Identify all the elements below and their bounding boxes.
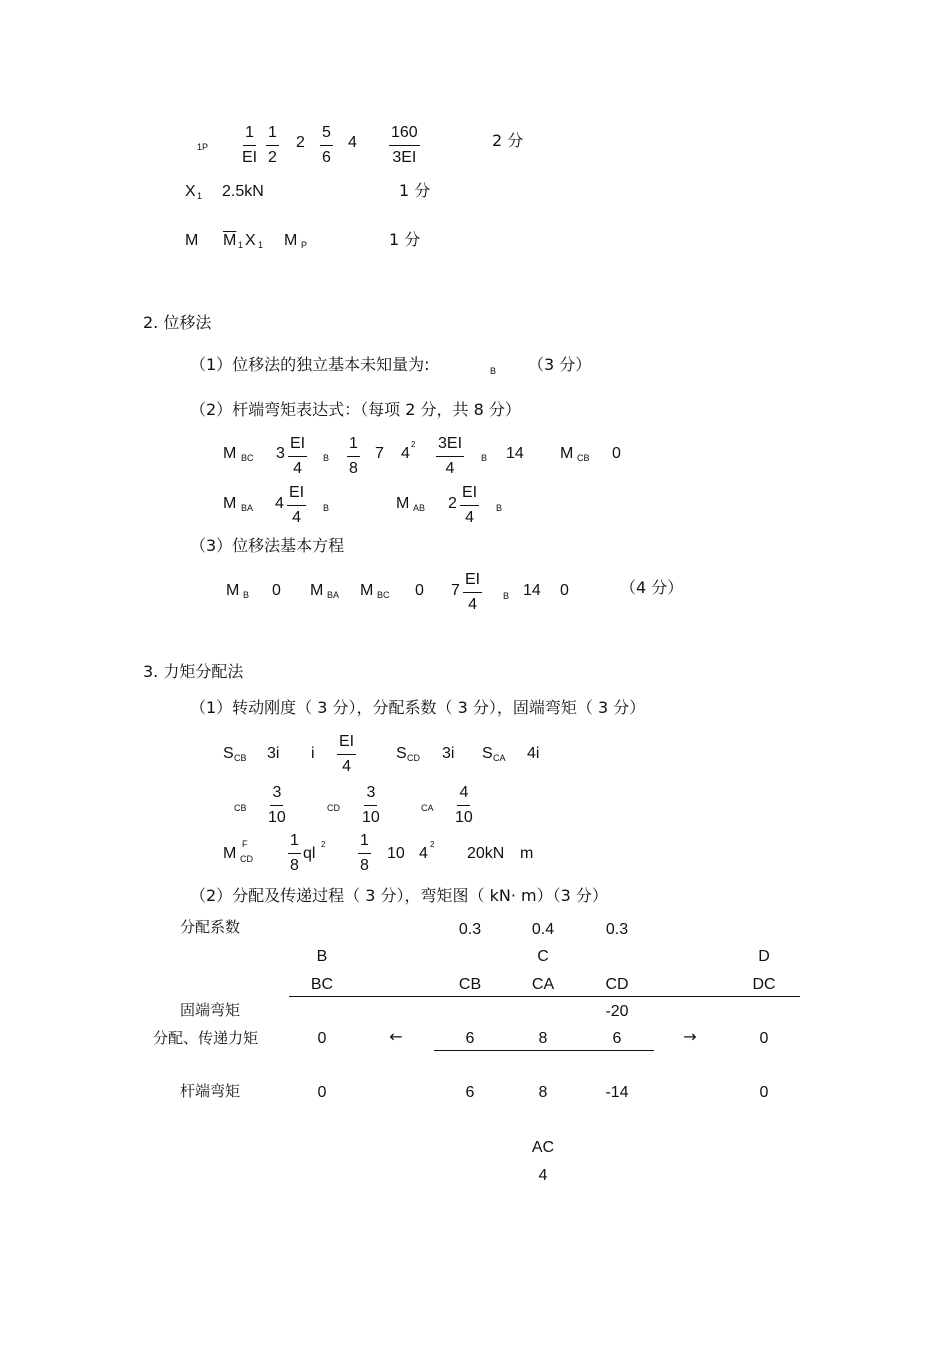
formula-term: ql (303, 845, 316, 862)
dist-dc: 0 (759, 1030, 769, 1047)
formula-term: S (223, 745, 234, 762)
score: （3 分） (528, 355, 592, 374)
fraction: $\frac{5}{6}$ (322, 124, 331, 166)
subscript: CA (493, 753, 506, 763)
fixed-cd: -20 (605, 1003, 629, 1020)
formula-term: X (245, 232, 256, 249)
carry-over-right-arrow: → (683, 1027, 697, 1046)
score: 1 分 (399, 181, 431, 200)
fraction: $\frac{EI}{4}$ (290, 435, 306, 477)
row-label-final: 杆端弯矩 (180, 1082, 241, 1100)
carry-over-left-arrow: ← (389, 1027, 403, 1046)
row-label-fixed-end: 固端弯矩 (180, 1001, 241, 1019)
formula-term: 0 (560, 582, 569, 599)
fraction: $\frac{1}{8}$ (290, 832, 299, 874)
node-c: C (537, 948, 549, 965)
formula-term: 2 (448, 495, 457, 512)
final-cb: 6 (465, 1084, 475, 1101)
formula-term: 7 (451, 582, 460, 599)
formula-term: M (226, 582, 240, 599)
fraction: $\frac{160}{3EI}$ (391, 124, 418, 166)
dist-ca: 8 (538, 1030, 548, 1047)
fraction: $\frac{1}{EI}$ (242, 124, 258, 166)
superscript: 2 (321, 840, 326, 849)
col-cb: CB (458, 976, 482, 993)
subscript: B (503, 591, 510, 601)
final-dc: 0 (759, 1084, 769, 1101)
superscript: 2 (430, 840, 435, 849)
formula-term: 4 (275, 495, 284, 512)
item-text: （1）转动刚度（ 3 分），分配系数（ 3 分），固端弯矩（ 3 分） (190, 698, 646, 717)
formula-term: M (185, 232, 199, 249)
coef-cb: 0.3 (458, 921, 482, 938)
fraction: $\frac{3}{10}$ (362, 784, 380, 826)
fraction: $\frac{1}{2}$ (268, 124, 277, 166)
formula-term: $\overline{M}$ (223, 232, 237, 249)
fraction: $\frac{EI}{4}$ (465, 571, 481, 613)
formula-term: m (520, 845, 534, 862)
subscript: B (490, 366, 497, 376)
formula-term: M (560, 445, 574, 462)
ac-value: 4 (538, 1167, 548, 1184)
formula-term: M (284, 232, 298, 249)
formula-term: 0 (612, 445, 621, 462)
subscript: CB (234, 803, 247, 813)
subscript: CB (234, 753, 247, 763)
formula-term: 4 (401, 445, 410, 462)
subscript: CD (327, 803, 340, 813)
subscript: AB (413, 503, 426, 513)
formula-term: 14 (523, 582, 541, 599)
formula-term: 4 (348, 134, 357, 151)
subscript: 1 (197, 191, 203, 201)
formula-term: M (310, 582, 324, 599)
col-ac: AC (531, 1139, 555, 1156)
fraction: $\frac{EI}{4}$ (289, 484, 305, 526)
formula-term: 2 (296, 134, 305, 151)
item-text: （2）杆端弯矩表达式：（每项 2 分，共 8 分） (190, 400, 521, 419)
dist-bc: 0 (317, 1030, 327, 1047)
formula-term: 0 (272, 582, 281, 599)
subscript: CD (240, 854, 253, 864)
subscript: BA (241, 503, 254, 513)
dist-cb: 6 (465, 1030, 475, 1047)
subscript: CB (577, 453, 590, 463)
item-text: （2）分配及传递过程（ 3 分），弯矩图（ kN· m）（3 分） (190, 886, 608, 905)
superscript: 2 (411, 440, 416, 449)
formula-term: S (396, 745, 407, 762)
fraction: $\frac{EI}{4}$ (462, 484, 478, 526)
score: （4 分） (620, 578, 684, 597)
final-cd: -14 (605, 1084, 629, 1101)
formula-term: 0 (415, 582, 424, 599)
formula-term: X (185, 183, 196, 200)
subscript: BA (327, 590, 340, 600)
final-ca: 8 (538, 1084, 548, 1101)
node-b: B (316, 948, 328, 965)
distribution-rule (434, 1050, 654, 1051)
section-heading: 2. 位移法 (143, 313, 212, 332)
score: 2 分 (492, 131, 524, 150)
subscript: CA (421, 803, 434, 813)
formula-term: 10 (387, 845, 405, 862)
formula-term: 20kN (467, 845, 505, 862)
subscript: P (301, 240, 308, 250)
fraction: $\frac{EI}{4}$ (339, 733, 355, 775)
node-d: D (758, 948, 770, 965)
col-cd: CD (605, 976, 629, 993)
coef-ca: 0.4 (531, 921, 555, 938)
col-dc: DC (752, 976, 776, 993)
subscript: B (323, 503, 330, 513)
formula-term: i (311, 745, 315, 762)
formula-term: 3 (276, 445, 285, 462)
dist-cd: 6 (612, 1030, 622, 1047)
coef-cd: 0.3 (605, 921, 629, 938)
formula-term: 7 (375, 445, 384, 462)
formula-term: 14 (506, 445, 524, 462)
section-heading: 3. 力矩分配法 (143, 662, 244, 681)
formula-term: 3i (267, 745, 280, 762)
final-bc: 0 (317, 1084, 327, 1101)
formula-term: M (223, 845, 237, 862)
subscript: B (496, 503, 503, 513)
formula-term: 2.5kN (222, 183, 264, 200)
fraction: $\frac{3}{10}$ (268, 784, 286, 826)
formula-term: M (360, 582, 374, 599)
item-text: （1）位移法的独立基本未知量为: (190, 355, 430, 374)
subscript: B (243, 590, 250, 600)
subscript: BC (377, 590, 390, 600)
subscript: CD (407, 753, 420, 763)
col-bc: BC (310, 976, 334, 993)
subscript: BC (241, 453, 254, 463)
fraction: $\frac{1}{8}$ (349, 435, 358, 477)
subscript: B (481, 453, 488, 463)
fraction: $\frac{1}{8}$ (360, 832, 369, 874)
formula-term: 3i (442, 745, 455, 762)
row-label-distribution: 分配、传递力矩 (153, 1029, 259, 1047)
superscript: F (242, 839, 248, 849)
subscript: 1 (238, 240, 244, 250)
formula-term: S (482, 745, 493, 762)
subscript: 1 (258, 240, 264, 250)
col-ca: CA (531, 976, 555, 993)
delta-subscript: 1P (197, 142, 209, 152)
fraction: $\frac{3EI}{4}$ (438, 435, 463, 477)
formula-term: M (223, 445, 237, 462)
subscript: B (323, 453, 330, 463)
table-header-rule (289, 996, 800, 997)
formula-term: M (396, 495, 410, 512)
fraction: $\frac{4}{10}$ (455, 784, 473, 826)
score: 1 分 (389, 230, 421, 249)
row-label-coefficient: 分配系数 (180, 918, 241, 936)
formula-term: M (223, 495, 237, 512)
formula-term: 4 (419, 845, 428, 862)
item-text: （3）位移法基本方程 (190, 536, 345, 555)
formula-term: 4i (527, 745, 540, 762)
